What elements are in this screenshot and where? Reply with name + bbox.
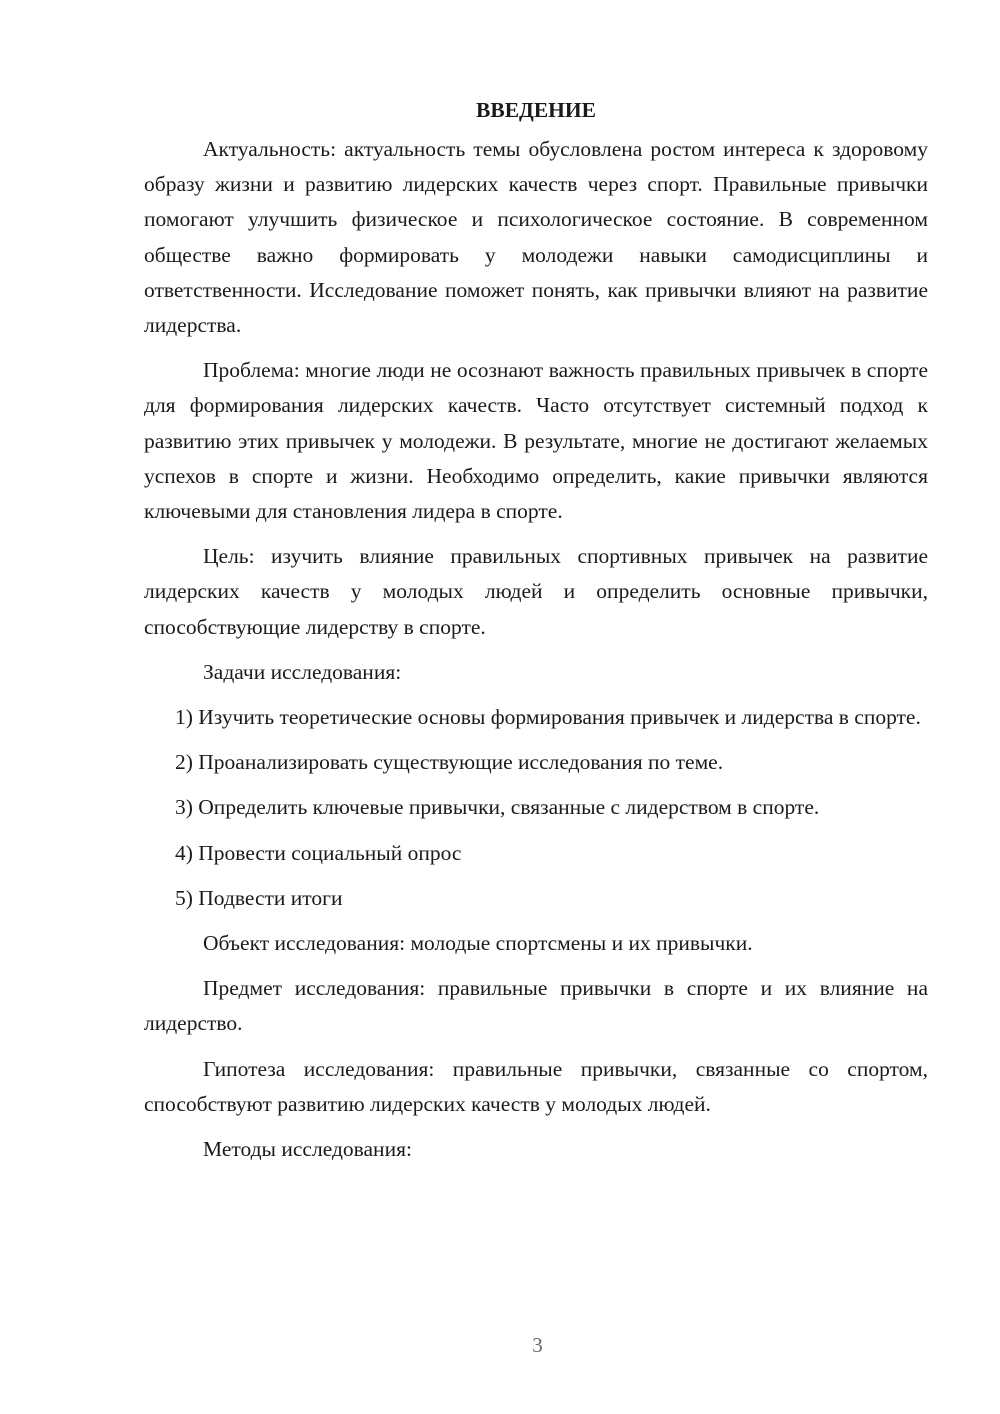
task-item-5: 5) Подвести итоги — [175, 885, 343, 910]
problem-paragraph: Проблема: многие люди не осознают важность правильных привычек в спорте для формирования лидерских качеств. Часто отсутствует системный подход к развитию этих привычек у молодежи. В результате, многие не достигают желаемых успехов в спорте и жизни. Необходимо определить, какие привычки являются ключевыми для становления лидера в спорте. — [144, 358, 928, 524]
task-item-3: 3) Определить ключевые привычки, связанные с лидерством в спорте. — [175, 795, 820, 820]
task-item-1: 1) Изучить теоретические основы формирования привычек и лидерства в спорте. — [175, 705, 921, 730]
task-item-2: 2) Проанализировать существующие исследования по теме. — [175, 750, 724, 775]
tasks-heading: Задачи исследования: — [203, 659, 402, 684]
page-number: 3 — [532, 1333, 543, 1357]
subject-paragraph: Предмет исследования: правильные привычки в спорте и их влияние на лидерство. — [144, 976, 928, 1036]
relevance-paragraph: Актуальность: актуальность темы обусловлена ростом интереса к здоровому образу жизни и развитию лидерских качеств через спорт. Правильные привычки помогают улучшить физическое и психологическое состояние. В современном обществе важно формировать у молодежи навыки самодисциплины и ответственности. Исследование поможет понять, как привычки влияют на развитие лидерства. — [144, 137, 928, 338]
methods-heading: Методы исследования: — [203, 1137, 412, 1162]
page-content — [144, 92, 928, 1177]
goal-paragraph: Цель: изучить влияние правильных спортивных привычек на развитие лидерских качеств у молодых людей и определить основные привычки, способствующие лидерству в спорте. — [144, 544, 928, 639]
hypothesis-paragraph: Гипотеза исследования: правильные привычки, связанные со спортом, способствуют развитию лидерских качеств у молодых людей. — [144, 1056, 928, 1116]
section-title: ВВЕДЕНИЕ — [476, 98, 596, 122]
object-paragraph: Объект исследования: молодые спортсмены и их привычки. — [203, 931, 753, 956]
task-item-4: 4) Провести социальный опрос — [175, 840, 462, 865]
